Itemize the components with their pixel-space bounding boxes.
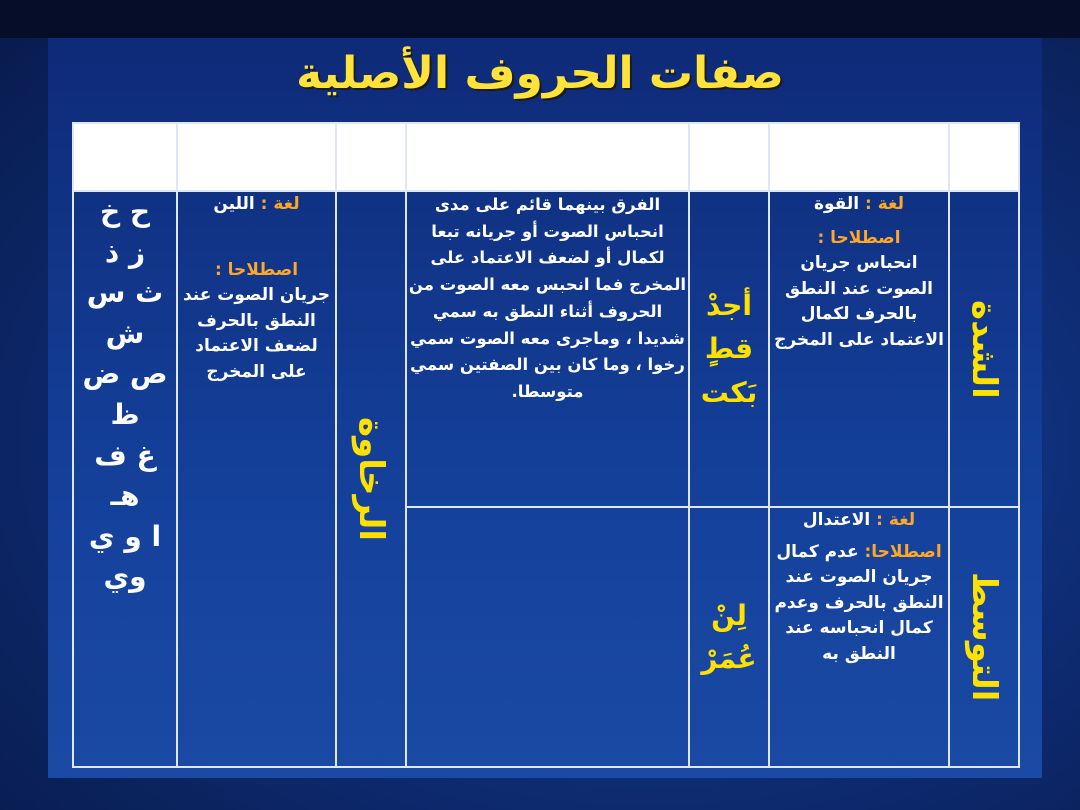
tawassut-istilah-value: عدم كمال جريان الصوت عند النطق بالحرف وعدم كمال انحباسه عند النطق به <box>774 541 944 664</box>
tawassut-lugha-label: لغة : <box>876 510 916 530</box>
tawassut-letter-1: لِنْ <box>711 598 747 632</box>
rakhawa-letters-cell <box>73 191 177 767</box>
tawassut-letter-2: عُمَرْ <box>701 642 757 675</box>
header-opposite-letters: حروفها <box>73 123 177 191</box>
shidda-letter-2: قطٍ <box>704 332 754 366</box>
rakhawa-name-cell <box>336 191 406 767</box>
rakhawa-lugha-label: لغة : <box>260 194 300 214</box>
shidda-name: الشدة <box>964 299 1004 399</box>
top-bar <box>0 0 1080 38</box>
shidda-istilah-value: انحباس جريان الصوت عند النطق بالحرف لكمال الاعتماد على المخرج <box>774 253 944 350</box>
tawassut-name: التوسط <box>964 572 1004 702</box>
tawassut-letters-cell <box>689 507 769 767</box>
rakhawa-name: الرخاوة <box>351 416 391 542</box>
shidda-lugha-value: القوة <box>813 194 860 214</box>
header-meaning: معناها في اللغة والاصطلاح <box>769 123 949 191</box>
tawassut-empty-cell <box>406 507 689 767</box>
header-letters: حروفها <box>689 123 769 191</box>
header-difference: الفرق بينها وبين صفة الضد <box>406 123 689 191</box>
rakhawa-istilah-value: جريان الصوت عند النطق بالحرف لضعف الاعتماد على المخرج <box>182 285 330 382</box>
shidda-letter-3: بَكت <box>700 375 758 409</box>
shidda-letter-1: أجدْ <box>706 288 752 322</box>
shidda-row <box>73 191 1019 507</box>
shidda-meaning-cell <box>769 191 949 507</box>
rakhawa-letter-1: ح خ <box>99 195 151 228</box>
rakhawa-letter-9: ا و ي <box>88 519 162 553</box>
rakhawa-letter-8: هـ <box>110 479 140 513</box>
attributes-table <box>72 122 1020 768</box>
rakhawa-lugha-value: اللين <box>213 194 255 214</box>
rakhawa-meaning-cell <box>177 191 336 767</box>
rakhawa-letter-6: ظ <box>110 397 140 431</box>
header-opposite-meaning: معناها في اللغة والاصطلاح <box>177 123 336 191</box>
tawassut-name-cell <box>949 507 1019 767</box>
rakhawa-letter-2: ز ذ <box>104 235 146 269</box>
rakhawa-letter-5: ص ض <box>82 357 168 391</box>
rakhawa-letter-10: وي <box>103 560 147 594</box>
rakhawa-letter-4: ش <box>105 316 145 350</box>
page-title: صفات الحروف الأصلية <box>296 48 784 99</box>
rakhawa-letter-7: غ ف <box>94 438 156 472</box>
shidda-letters-cell <box>689 191 769 507</box>
header-opposite: صفة الضد <box>336 123 406 191</box>
rakhawa-istilah-label: اصطلاحا : <box>214 259 299 280</box>
rakhawa-letter-3: ث س <box>86 276 164 310</box>
shidda-name-cell <box>949 191 1019 507</box>
header-name: اسم الصفة <box>949 123 1019 191</box>
header-row <box>73 123 1019 191</box>
difference-cell <box>406 191 689 507</box>
difference-text: الفرق بينهما قائم على مدى انحباس الصوت أو جريانه تبعا لكمال أو لضعف الاعتماد على المخرج فما انحبس معه الصوت من الحروف أثناء النطق به سمي شديدا ، وماجرى معه الصوت سمي رخوا ، وما كان بين الصفتين سمي متوسطا. <box>408 195 687 402</box>
tawassut-istilah-label: اصطلاحا: <box>864 541 942 562</box>
shidda-istilah-label: اصطلاحا : <box>817 227 901 248</box>
tawassut-meaning-cell <box>769 507 949 767</box>
shidda-lugha-label: لغة : <box>865 194 905 214</box>
tawassut-lugha-value: الاعتدال <box>802 510 871 530</box>
